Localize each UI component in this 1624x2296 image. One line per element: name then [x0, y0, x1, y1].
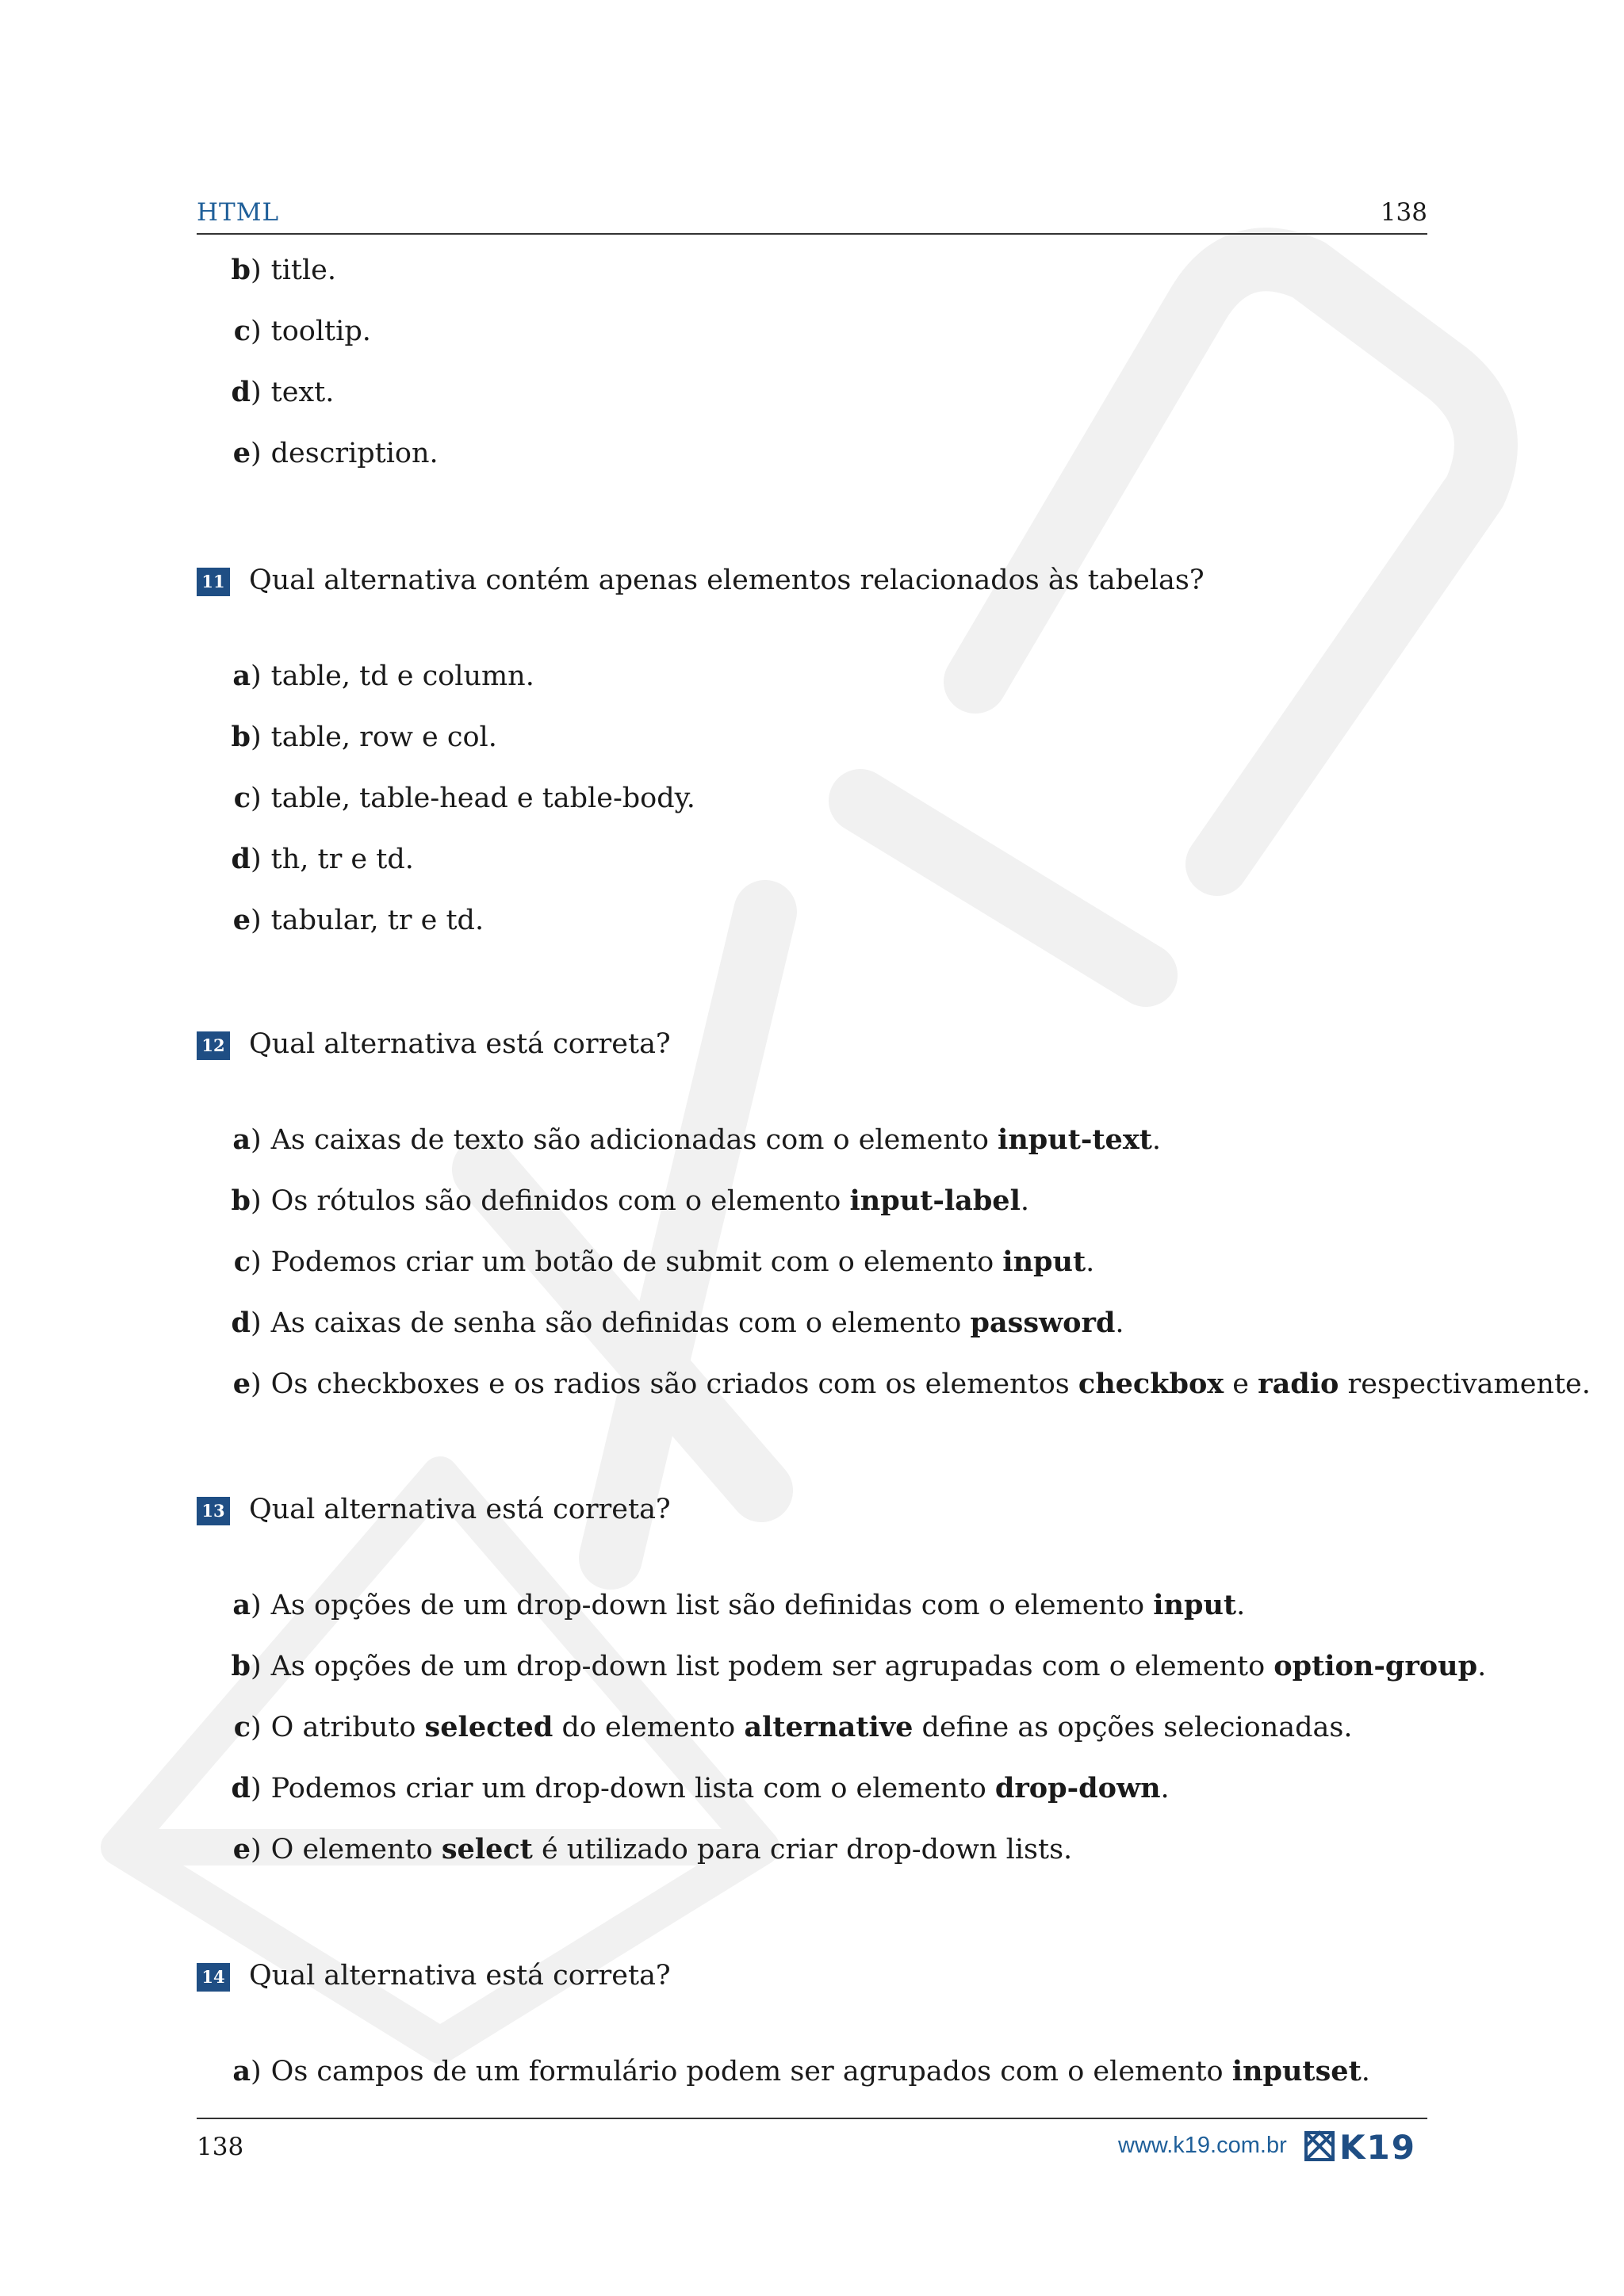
q12-option-d: d) As caixas de senha são definidas com o elemento password. [231, 1307, 1124, 1339]
question-12 [197, 1028, 671, 1060]
q13-option-a: a) As opções de um drop-down list são definidas com o elemento input. [232, 1589, 1246, 1621]
q13-option-e: e) O elemento select é utilizado para criar drop-down lists. [232, 1833, 1073, 1866]
question-text: Qual alternativa está correta? [249, 1028, 671, 1060]
q13-option-c: c) O atributo selected do elemento alternative define as opções selecionadas. [233, 1711, 1353, 1743]
question-number-badge: 11 [197, 568, 230, 596]
question-number-badge: 14 [197, 1963, 230, 1992]
question-14 [197, 1960, 671, 1992]
question-number-badge: 13 [197, 1497, 230, 1525]
q11-option-c: c) table, table-head e table-body. [233, 782, 695, 814]
logo-text: K19 [1339, 2130, 1416, 2163]
question-11 [197, 564, 1205, 596]
prev-option-d: d) text. [231, 376, 335, 408]
k19-logo [1304, 2130, 1428, 2163]
footer-url[interactable]: www.k19.com.br [1118, 2133, 1287, 2158]
q12-option-b: b) Os rótulos são definidos com o elemento input-label. [231, 1184, 1030, 1217]
q12-option-a: a) As caixas de texto são adicionadas com o elemento input-text. [232, 1123, 1161, 1156]
prev-option-b: b) title. [231, 254, 337, 286]
logo-envelope-lines [1306, 2133, 1333, 2160]
q11-option-d: d) th, tr e td. [231, 843, 414, 875]
q11-option-e: e) tabular, tr e td. [232, 904, 485, 936]
footer-page-number: 138 [197, 2133, 244, 2161]
question-text: Qual alternativa está correta? [249, 1960, 671, 1992]
prev-option-c: c) tooltip. [233, 315, 371, 347]
q12-option-e: e) Os checkboxes e os radios são criados com os elementos checkbox e radio respectivamente. [232, 1368, 1591, 1400]
question-13 [197, 1494, 671, 1525]
footer-divider [197, 2118, 1427, 2119]
q12-option-c: c) Podemos criar um botão de submit com o elemento input. [233, 1246, 1095, 1278]
question-text: Qual alternativa está correta? [249, 1494, 671, 1525]
q11-option-a: a) table, td e column. [232, 660, 534, 692]
header-section-title: HTML [197, 198, 280, 227]
q11-option-b: b) table, row e col. [231, 721, 497, 753]
question-number-badge: 12 [197, 1031, 230, 1060]
header-page-number: 138 [1380, 198, 1427, 227]
q14-option-a: a) Os campos de um formulário podem ser agrupados com o elemento inputset. [232, 2055, 1370, 2087]
q13-option-d: d) Podemos criar um drop-down lista com o elemento drop-down. [231, 1772, 1170, 1804]
question-text: Qual alternativa contém apenas elementos relacionados às tabelas? [249, 564, 1205, 596]
prev-option-e: e) description. [232, 437, 439, 469]
header-divider [197, 233, 1427, 235]
q13-option-b: b) As opções de um drop-down list podem ser agrupadas com o elemento option-group. [231, 1650, 1487, 1682]
